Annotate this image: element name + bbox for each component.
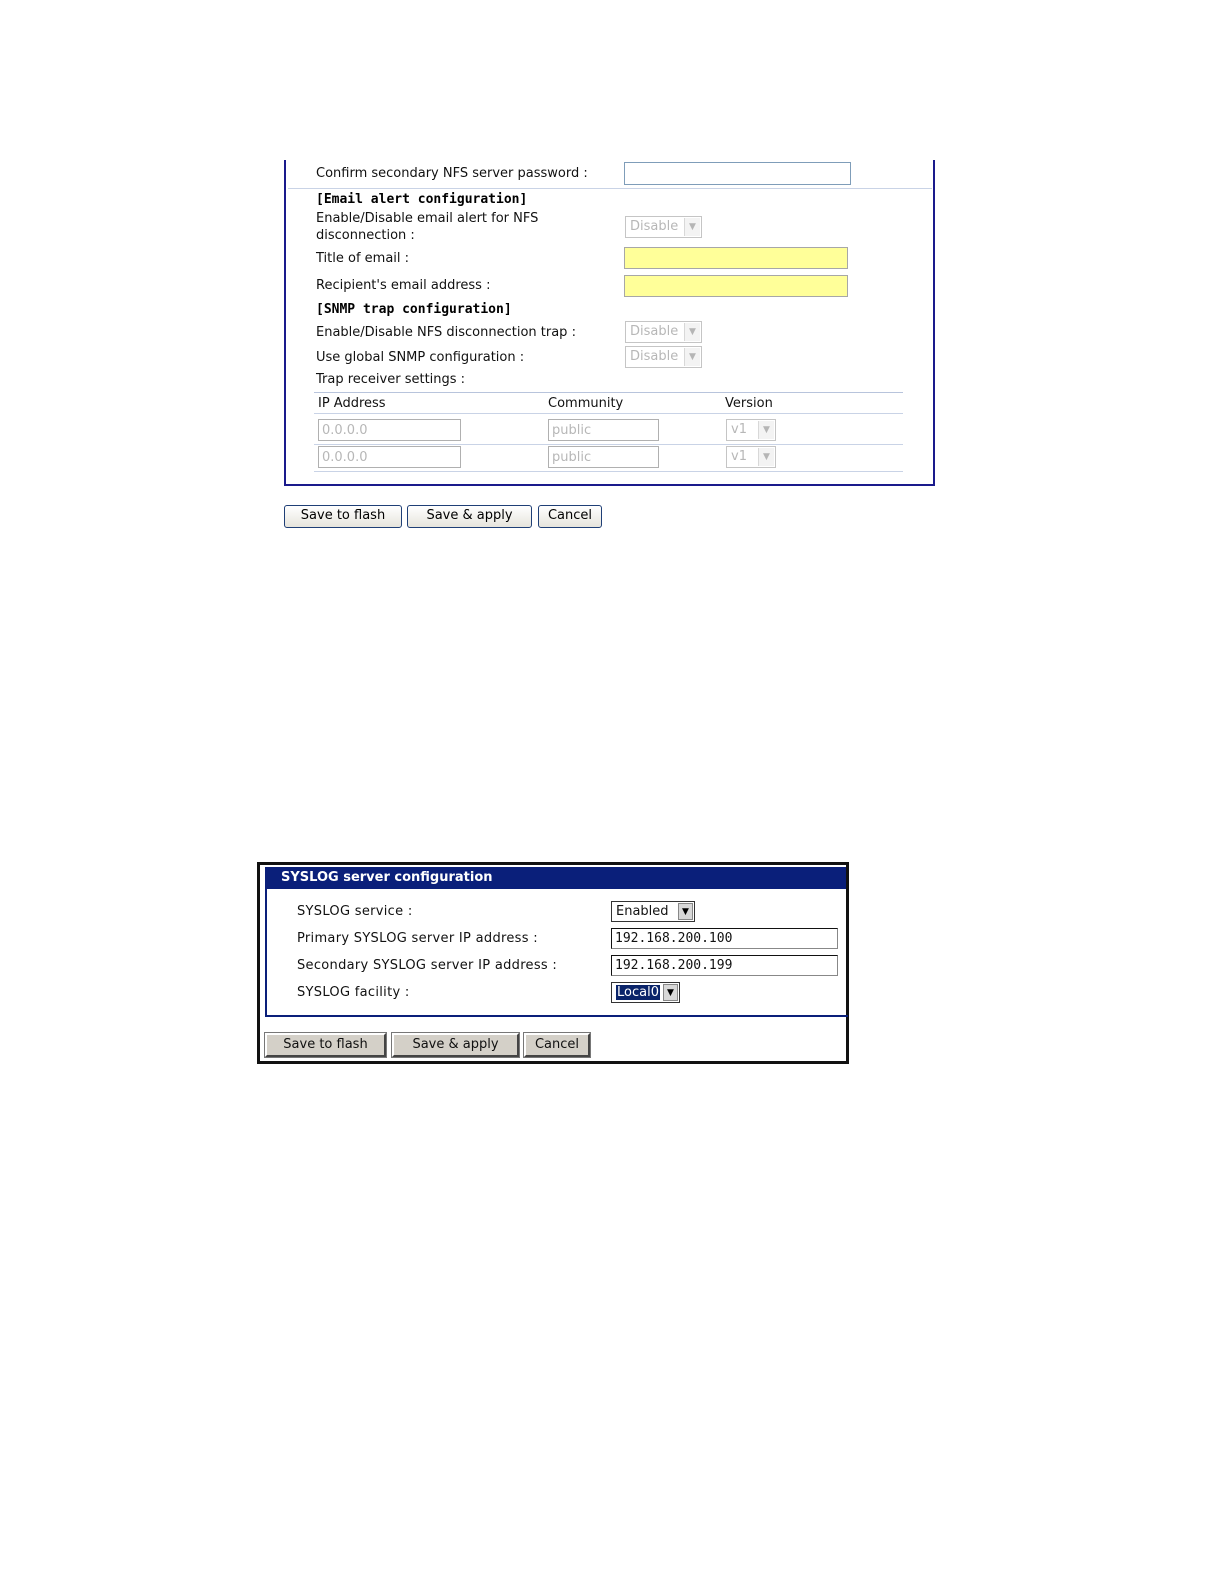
global-snmp-label: Use global SNMP configuration :	[316, 350, 525, 365]
syslog-save-apply-button[interactable]: Save & apply	[392, 1033, 519, 1057]
title-of-email-input[interactable]	[624, 247, 848, 269]
trap-row-1-version-select[interactable]	[726, 419, 776, 441]
email-alert-select[interactable]	[625, 216, 702, 238]
email-alert-label-line1: Enable/Disable email alert for NFS	[316, 211, 539, 226]
chevron-down-icon: ▼	[758, 448, 774, 466]
syslog-facility-label: SYSLOG facility :	[297, 985, 410, 1000]
syslog-service-select[interactable]	[611, 901, 695, 922]
syslog-facility-select[interactable]	[611, 982, 680, 1003]
syslog-facility-value: Local0	[617, 985, 659, 1000]
cancel-button[interactable]: Cancel	[538, 505, 602, 528]
recipient-email-input[interactable]	[624, 275, 848, 297]
column-header-ip-address: IP Address	[318, 396, 386, 411]
recipient-email-label: Recipient's email address :	[316, 278, 491, 293]
syslog-panel-title: SYSLOG server configuration	[266, 867, 846, 889]
table-row-divider	[314, 444, 903, 445]
table-header-divider	[314, 413, 903, 414]
nfs-trap-select-value: Disable	[630, 324, 679, 339]
trap-row-2-community-input[interactable]	[548, 446, 659, 468]
save-to-flash-button[interactable]: Save to flash	[284, 505, 402, 528]
save-apply-button[interactable]: Save & apply	[407, 505, 532, 528]
trap-row-2-ip-input[interactable]	[318, 446, 461, 468]
primary-syslog-label: Primary SYSLOG server IP address :	[297, 931, 538, 946]
email-section-heading: [Email alert configuration]	[316, 192, 528, 207]
global-snmp-select[interactable]	[625, 346, 702, 368]
chevron-down-icon: ▼	[678, 903, 693, 920]
chevron-down-icon: ▼	[663, 984, 678, 1001]
syslog-service-value: Enabled	[616, 904, 669, 919]
primary-syslog-ip-input[interactable]	[611, 928, 838, 949]
column-header-community: Community	[548, 396, 624, 411]
syslog-save-to-flash-button[interactable]: Save to flash	[265, 1033, 386, 1057]
global-snmp-select-value: Disable	[630, 349, 679, 364]
trap-row-1-ip-input[interactable]	[318, 419, 461, 441]
trap-row-1-community-input[interactable]	[548, 419, 659, 441]
chevron-down-icon: ▼	[758, 421, 774, 439]
confirm-secondary-password-label: Confirm secondary NFS server password :	[316, 166, 588, 181]
email-alert-select-value: Disable	[630, 219, 679, 234]
trap-row-2-version-value: v1	[731, 449, 747, 464]
secondary-syslog-label: Secondary SYSLOG server IP address :	[297, 958, 558, 973]
nfs-trap-label: Enable/Disable NFS disconnection trap :	[316, 325, 576, 340]
trap-row-2-version-select[interactable]	[726, 446, 776, 468]
confirm-secondary-password-input[interactable]	[624, 162, 851, 185]
secondary-syslog-ip-input[interactable]	[611, 955, 838, 976]
trap-row-1-version-value: v1	[731, 422, 747, 437]
chevron-down-icon: ▼	[684, 323, 700, 341]
column-header-version: Version	[725, 396, 773, 411]
syslog-cancel-button[interactable]: Cancel	[524, 1033, 590, 1057]
syslog-service-label: SYSLOG service :	[297, 904, 413, 919]
table-bottom-divider	[314, 471, 903, 472]
email-alert-label-line2: disconnection :	[316, 228, 415, 243]
nfs-trap-select[interactable]	[625, 321, 702, 343]
chevron-down-icon: ▼	[684, 348, 700, 366]
trap-receiver-label: Trap receiver settings :	[316, 372, 466, 387]
chevron-down-icon: ▼	[684, 218, 700, 236]
snmp-section-heading: [SNMP trap configuration]	[316, 302, 512, 317]
table-top-divider	[314, 392, 903, 393]
title-of-email-label: Title of email :	[316, 251, 410, 266]
divider	[288, 188, 932, 189]
